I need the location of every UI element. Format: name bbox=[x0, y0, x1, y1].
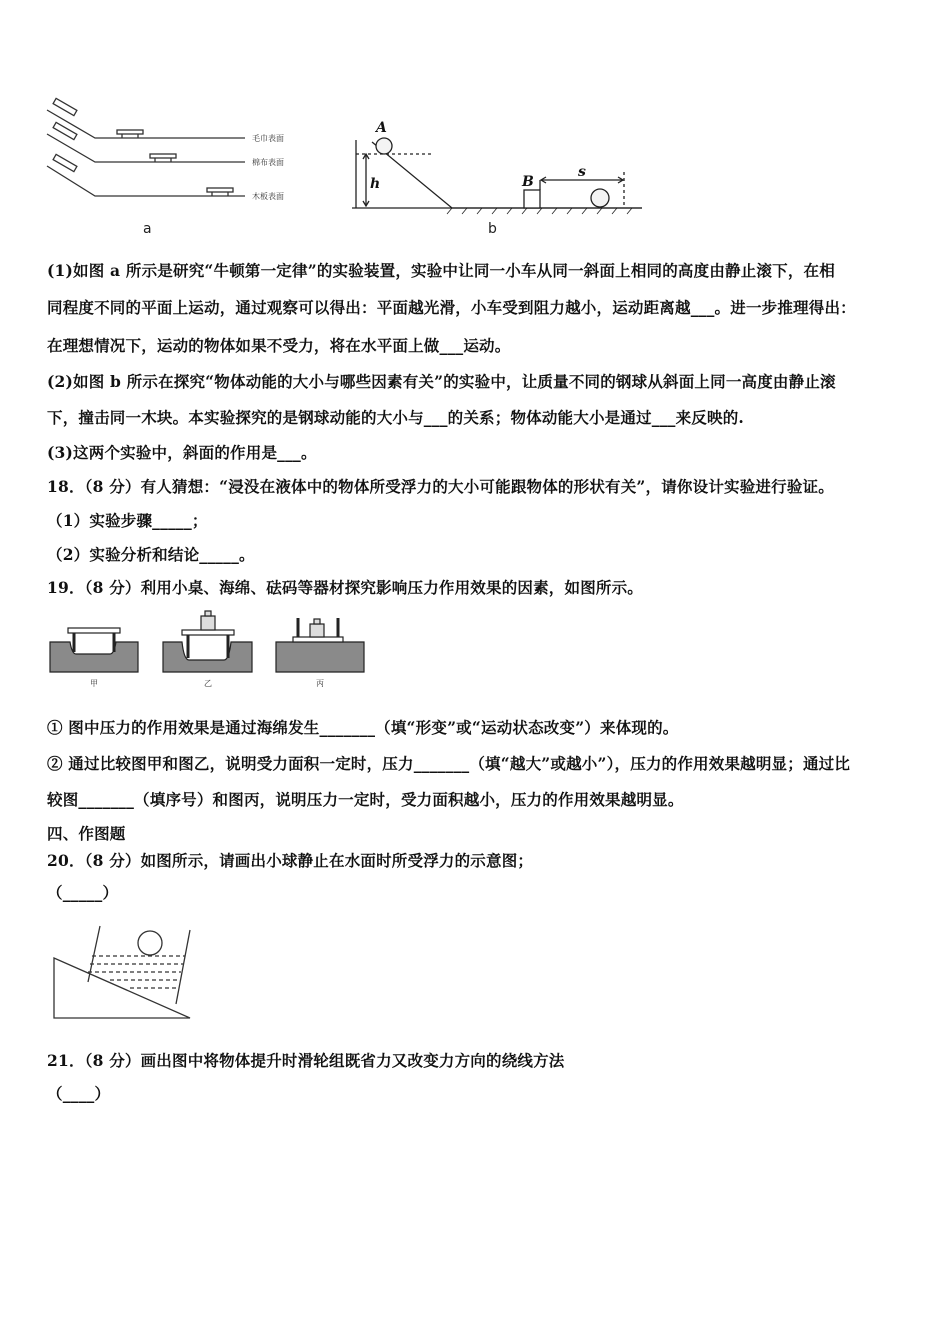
q17-part1-line2: 同程度不同的平面上运动，通过观察可以得出：平面越光滑，小车受到阻力越小，运动距离越___。进一步推理得出： bbox=[47, 298, 856, 317]
q17-part2-line1: (2)如图 b 所示在探究“物体动能的大小与哪些因素有关”的实验中，让质量不同的钢球从斜面上同一高度由静止滚 bbox=[47, 372, 836, 391]
q18-part1: （1）实验步骤_____； bbox=[47, 511, 208, 530]
figure-b-caption: b bbox=[488, 221, 497, 237]
q21-stem: 21．（8 分）画出图中将物体提升时滑轮组既省力又改变力方向的绕线方法 bbox=[47, 1051, 565, 1070]
label-block-b: B bbox=[522, 174, 534, 190]
q17-part1-line1: (1)如图 a 所示是研究“牛顿第一定律”的实验装置，实验中让同一小车从同一斜面上相同的高度由静止滚下，在相 bbox=[47, 261, 835, 280]
label-ball-a: A bbox=[376, 120, 387, 136]
q19-stem: 19．（8 分）利用小桌、海绵、砝码等器材探究影响压力作用效果的因素，如图所示。 bbox=[47, 578, 644, 597]
q17-part3: (3)这两个实验中，斜面的作用是___。 bbox=[47, 443, 317, 462]
surface-label-cotton: 棉布表面 bbox=[252, 158, 284, 167]
section-4-heading: 四、作图题 bbox=[47, 824, 126, 843]
q18-part2: （2）实验分析和结论_____。 bbox=[47, 545, 255, 564]
figure-20-ball-on-water bbox=[52, 918, 197, 1023]
q18-stem: 18．（8 分）有人猜想：“浸没在液体中的物体所受浮力的大小可能跟物体的形状有关”，请你设计实验进行验证。 bbox=[47, 477, 834, 496]
q19-part1: ① 图中压力的作用效果是通过海绵发生_______（填“形变”或“运动状态改变”）来体现的。 bbox=[47, 718, 679, 737]
q17-part1-line3: 在理想情况下，运动的物体如果不受力，将在水平面上做___运动。 bbox=[47, 336, 511, 355]
surface-label-towel: 毛巾表面 bbox=[252, 134, 284, 143]
q20-answer-blank: （_____） bbox=[47, 883, 119, 902]
q17-part2-line2: 下，撞击同一木块。本实验探究的是钢球动能的大小与___的关系；物体动能大小是通过___来反映的. bbox=[47, 408, 744, 427]
q19-part2-line2: 较图_______（填序号）和图丙，说明压力一定时，受力面积越小，压力的作用效果越明显。 bbox=[47, 790, 684, 809]
figure-a-newton-experiment bbox=[45, 98, 305, 213]
q21-answer-blank: （____） bbox=[47, 1084, 111, 1103]
fig19-label-bing: 丙 bbox=[316, 679, 324, 688]
label-height-h: h bbox=[370, 176, 381, 192]
fig19-label-yi: 乙 bbox=[204, 679, 212, 688]
label-distance-s: s bbox=[578, 164, 586, 180]
q19-part2-line1: ② 通过比较图甲和图乙，说明受力面积一定时，压力_______（填“越大”或越小”），压力的作用效果越明显；通过比 bbox=[47, 754, 851, 773]
figure-19-sponge-experiment bbox=[48, 610, 368, 690]
q20-stem: 20．（8 分）如图所示，请画出小球静止在水面时所受浮力的示意图； bbox=[47, 851, 534, 870]
figure-a-caption: a bbox=[143, 221, 152, 237]
figure-b-kinetic-energy-experiment bbox=[352, 110, 647, 215]
surface-label-wood: 木板表面 bbox=[252, 192, 284, 201]
fig19-label-jia: 甲 bbox=[90, 679, 98, 688]
